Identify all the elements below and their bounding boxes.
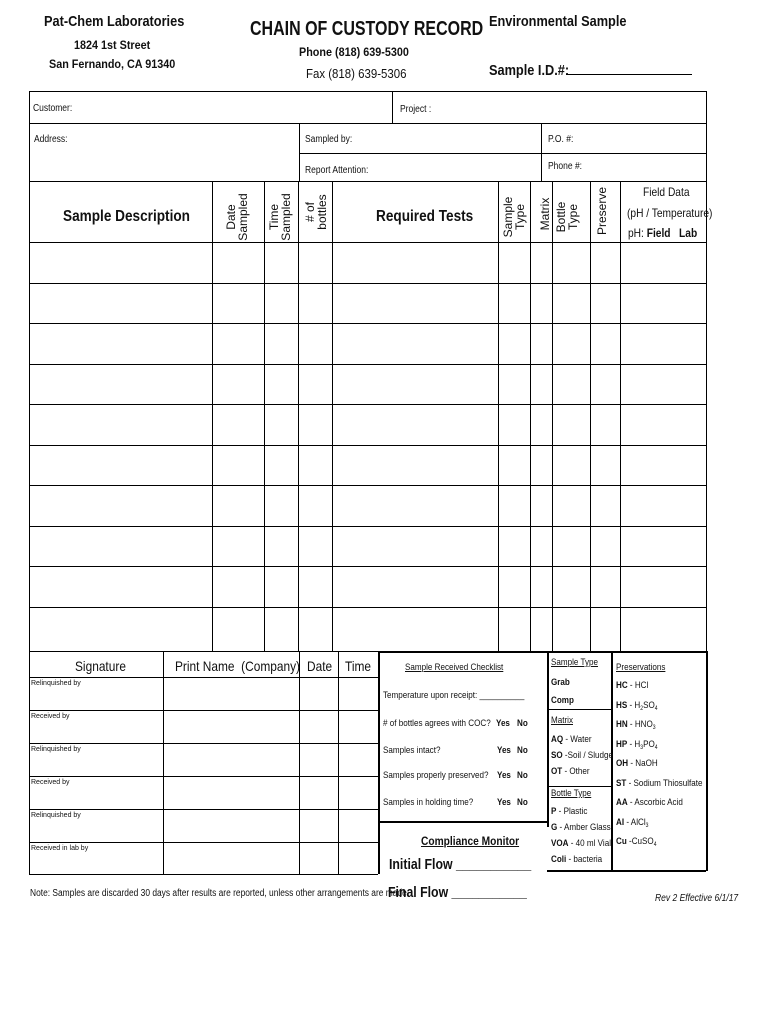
bottle-type-legend-title: Bottle Type: [551, 788, 592, 799]
sample-cell[interactable]: [553, 365, 589, 403]
sample-cell[interactable]: [213, 324, 263, 362]
legend-divider: [611, 651, 613, 871]
sample-cell[interactable]: [621, 405, 705, 443]
sample-cell[interactable]: [265, 446, 297, 484]
sample-cell[interactable]: [213, 405, 263, 443]
preservation-code: HN - $HNO_3$: [616, 719, 656, 731]
sig-entry-cell[interactable]: [163, 776, 378, 808]
sample-cell[interactable]: [299, 324, 331, 362]
sample-cell[interactable]: [299, 284, 331, 322]
table-right-border: [706, 91, 707, 652]
sample-cell[interactable]: [299, 608, 331, 646]
sample-cell[interactable]: [621, 486, 705, 524]
legend-line: [547, 786, 611, 787]
checklist-bottom-border: [378, 821, 548, 823]
sample-cell[interactable]: [621, 527, 705, 565]
sample-cell[interactable]: [299, 527, 331, 565]
bottle-type-code: Coli - bacteria: [551, 854, 603, 865]
address-label: Address:: [34, 134, 68, 145]
info-divider: [392, 91, 393, 123]
checklist-yes-option[interactable]: Yes: [497, 745, 511, 756]
checklist-no-option[interactable]: No: [517, 770, 528, 781]
preservation-code: HS - $H_2SO_4$: [616, 699, 658, 712]
preservation-code: AI - AlCl$_3$: [616, 816, 649, 829]
checklist-yes-option[interactable]: Yes: [497, 770, 511, 781]
lab-city: San Fernando, CA 91340: [49, 57, 176, 71]
sample-cell[interactable]: [265, 284, 297, 322]
field-data-header: Field Data: [643, 185, 690, 199]
lab-fax: Fax (818) 639-5306: [306, 66, 407, 81]
sample-cell[interactable]: [531, 284, 551, 322]
required-tests-header: Required Tests: [376, 208, 474, 225]
sample-cell[interactable]: [30, 567, 211, 605]
sample-cell[interactable]: [333, 608, 497, 646]
info-divider: [541, 123, 542, 181]
sample-cell[interactable]: [499, 365, 529, 403]
sample-cell[interactable]: [591, 446, 619, 484]
sig-row-label: Received by: [31, 713, 70, 720]
sample-cell[interactable]: [333, 324, 497, 362]
print-name-header: Print Name (Company): [175, 658, 301, 674]
sample-id-line[interactable]: [566, 74, 692, 75]
checklist-title: Sample Received Checklist: [405, 662, 504, 673]
sample-cell[interactable]: [265, 365, 297, 403]
sample-cell[interactable]: [591, 567, 619, 605]
sample-cell[interactable]: [553, 527, 589, 565]
sample-cell[interactable]: [591, 608, 619, 646]
sample-cell[interactable]: [531, 567, 551, 605]
checklist-top-border: [378, 651, 706, 653]
sample-cell[interactable]: [499, 324, 529, 362]
sample-cell[interactable]: [499, 284, 529, 322]
sample-description-header: Sample Description: [63, 208, 190, 225]
temperature-line: Temperature upon receipt: __________: [383, 690, 525, 701]
checklist-no-option[interactable]: No: [517, 745, 528, 756]
sample-cell[interactable]: [553, 567, 589, 605]
sample-cell[interactable]: [265, 243, 297, 281]
sample-cell[interactable]: [265, 567, 297, 605]
sample-cell[interactable]: [621, 365, 705, 403]
sample-cell[interactable]: [265, 405, 297, 443]
preserve-header: Preserve: [595, 186, 609, 236]
sample-type-code: Comp: [551, 695, 574, 706]
discard-note: Note: Samples are discarded 30 days after results are reported, unless other arrangements are made.: [30, 888, 410, 899]
sample-cell[interactable]: [333, 284, 497, 322]
sample-cell[interactable]: [333, 365, 497, 403]
sample-cell[interactable]: [265, 324, 297, 362]
sig-row-label: Relinquished by: [31, 746, 81, 753]
sample-cell[interactable]: [499, 446, 529, 484]
ph-field-lab-header: pH: Field Lab: [628, 226, 698, 240]
bottle-type-code: VOA - 40 ml Vial: [551, 838, 611, 849]
po-label: P.O. #:: [548, 134, 574, 145]
sample-cell[interactable]: [213, 527, 263, 565]
checklist-item-label: Samples in holding time?: [383, 797, 474, 808]
initial-flow-label: Initial Flow ___________: [389, 856, 532, 873]
sig-bottom-line: [29, 874, 378, 875]
sample-cell[interactable]: [299, 567, 331, 605]
sample-cell[interactable]: [30, 284, 211, 322]
sig-date-header: Date: [307, 658, 333, 674]
sample-cell[interactable]: [553, 608, 589, 646]
sample-cell[interactable]: [621, 284, 705, 322]
sample-cell[interactable]: [591, 486, 619, 524]
sig-entry-cell[interactable]: [163, 677, 378, 709]
sample-cell[interactable]: [333, 527, 497, 565]
sample-type-code: Grab: [551, 677, 570, 688]
checklist-item-label: Samples intact?: [383, 745, 441, 756]
sample-cell[interactable]: [333, 567, 497, 605]
sample-cell[interactable]: [621, 243, 705, 281]
bottle-type-code: G - Amber Glass: [551, 822, 611, 833]
sig-left-border: [29, 651, 30, 874]
sample-cell[interactable]: [213, 608, 263, 646]
sample-cell[interactable]: [553, 324, 589, 362]
sample-cell[interactable]: [531, 446, 551, 484]
sample-cell[interactable]: [213, 284, 263, 322]
sample-cell[interactable]: [213, 446, 263, 484]
sample-cell[interactable]: [621, 446, 705, 484]
time-sampled-header: Time Sampled: [267, 193, 293, 241]
revision-label: Rev 2 Effective 6/1/17: [655, 893, 739, 904]
lab-phone: Phone (818) 639-5300: [299, 45, 409, 59]
sample-cell[interactable]: [213, 243, 263, 281]
ph-temp-header: (pH / Temperature): [627, 206, 713, 220]
sample-cell[interactable]: [591, 243, 619, 281]
sample-cell[interactable]: [531, 365, 551, 403]
sig-entry-cell[interactable]: [163, 710, 378, 742]
sample-cell[interactable]: [553, 284, 589, 322]
checklist-item-label: Samples properly preserved?: [383, 770, 489, 781]
checklist-no-option[interactable]: No: [517, 797, 528, 808]
sample-cell[interactable]: [30, 324, 211, 362]
bottles-header: # of bottles: [303, 194, 329, 230]
sample-cell[interactable]: [299, 243, 331, 281]
sig-row-label: Relinquished by: [31, 680, 81, 687]
sample-cell[interactable]: [213, 486, 263, 524]
sig-entry-cell[interactable]: [163, 743, 378, 775]
sample-cell[interactable]: [265, 486, 297, 524]
customer-label: Customer:: [33, 103, 73, 114]
sample-cell[interactable]: [553, 405, 589, 443]
project-label: Project :: [400, 104, 432, 115]
matrix-legend-title: Matrix: [551, 715, 573, 726]
sample-cell[interactable]: [591, 324, 619, 362]
bottle-type-code: P - Plastic: [551, 806, 588, 817]
sample-cell[interactable]: [299, 446, 331, 484]
sig-time-header: Time: [345, 658, 372, 674]
legend-right-border: [706, 651, 708, 871]
checklist-yes-option[interactable]: Yes: [496, 718, 510, 729]
sample-cell[interactable]: [30, 365, 211, 403]
sample-cell[interactable]: [591, 284, 619, 322]
sig-row-label: Received by: [31, 779, 70, 786]
sample-cell[interactable]: [333, 243, 497, 281]
sample-cell[interactable]: [30, 486, 211, 524]
sample-cell[interactable]: [531, 608, 551, 646]
sample-cell[interactable]: [591, 527, 619, 565]
preservation-code: HP - $H_3PO_4$: [616, 738, 658, 751]
sample-cell[interactable]: [333, 486, 497, 524]
bottle-type-header: Bottle Type: [554, 201, 580, 233]
sample-cell[interactable]: [299, 486, 331, 524]
sample-cell[interactable]: [299, 365, 331, 403]
preservation-code: HC - HCl: [616, 680, 649, 691]
sample-cell[interactable]: [213, 365, 263, 403]
sample-cell[interactable]: [30, 405, 211, 443]
matrix-code: SO -Soil / Sludge: [551, 750, 613, 761]
sample-cell[interactable]: [531, 243, 551, 281]
sample-cell[interactable]: [553, 446, 589, 484]
sample-type-legend-title: Sample Type: [551, 657, 598, 668]
sig-entry-cell[interactable]: [163, 809, 378, 841]
sample-cell[interactable]: [333, 405, 497, 443]
sample-cell[interactable]: [531, 405, 551, 443]
sample-cell[interactable]: [621, 608, 705, 646]
sample-cell[interactable]: [553, 486, 589, 524]
info-row-line: [29, 123, 706, 124]
checklist-legend-divider: [547, 651, 549, 827]
sample-type-header: Sample Type: [501, 196, 527, 238]
sample-cell[interactable]: [499, 243, 529, 281]
sample-cell[interactable]: [621, 567, 705, 605]
checklist-item-label: # of bottles agrees with COC?: [383, 718, 491, 729]
sampled-by-label: Sampled by:: [305, 134, 353, 145]
matrix-code: AQ - Water: [551, 734, 592, 745]
legend-bottom: [547, 870, 706, 872]
sig-row-label: Received in lab by: [31, 845, 89, 852]
environmental-sample-label: Environmental Sample: [489, 13, 627, 30]
sample-cell[interactable]: [591, 365, 619, 403]
table-top-border: [29, 91, 706, 92]
preservations-legend-title: Preservations: [616, 662, 666, 673]
sample-cell[interactable]: [333, 446, 497, 484]
matrix-header: Matrix: [538, 197, 552, 231]
sample-cell[interactable]: [553, 243, 589, 281]
preservation-code: Cu -CuSO$_4$: [616, 836, 657, 848]
signature-header: Signature: [75, 658, 126, 674]
preservation-code: OH - NaOH: [616, 758, 658, 769]
sample-cell[interactable]: [499, 405, 529, 443]
checklist-no-option[interactable]: No: [517, 718, 528, 729]
legend-line: [547, 709, 611, 710]
phone-label: Phone #:: [548, 161, 583, 172]
sample-cell[interactable]: [30, 446, 211, 484]
compliance-monitor-label: Compliance Monitor: [421, 834, 520, 848]
preservation-code: AA - Ascorbic Acid: [616, 797, 683, 808]
sample-cell[interactable]: [299, 405, 331, 443]
sample-cell[interactable]: [499, 608, 529, 646]
date-sampled-header: Date Sampled: [224, 193, 250, 241]
sample-cell[interactable]: [531, 527, 551, 565]
sample-cell[interactable]: [265, 608, 297, 646]
lab-street: 1824 1st Street: [74, 38, 151, 52]
sample-cell[interactable]: [30, 527, 211, 565]
sig-row-label: Relinquished by: [31, 812, 81, 819]
form-title: CHAIN OF CUSTODY RECORD: [250, 18, 484, 40]
sample-cell[interactable]: [265, 527, 297, 565]
preservation-code: ST - Sodium Thiosulfate: [616, 777, 703, 789]
sample-cell[interactable]: [531, 486, 551, 524]
report-attention-label: Report Attention:: [305, 165, 369, 176]
matrix-code: OT - Other: [551, 766, 590, 777]
lab-name: Pat-Chem Laboratories: [44, 13, 185, 30]
sample-cell[interactable]: [499, 567, 529, 605]
info-row-line: [299, 153, 706, 154]
sample-cell[interactable]: [531, 324, 551, 362]
sample-cell[interactable]: [30, 608, 211, 646]
sample-cell[interactable]: [591, 405, 619, 443]
sample-cell[interactable]: [499, 486, 529, 524]
sig-divider: [378, 651, 380, 874]
sample-cell[interactable]: [499, 527, 529, 565]
sample-cell[interactable]: [621, 324, 705, 362]
sample-id-label: Sample I.D.#:: [489, 62, 570, 79]
info-divider: [299, 123, 300, 181]
sig-entry-cell[interactable]: [163, 842, 378, 874]
final-flow-label: Final Flow ___________: [388, 884, 527, 901]
sample-cell[interactable]: [30, 243, 211, 281]
sample-cell[interactable]: [213, 567, 263, 605]
checklist-yes-option[interactable]: Yes: [497, 797, 511, 808]
